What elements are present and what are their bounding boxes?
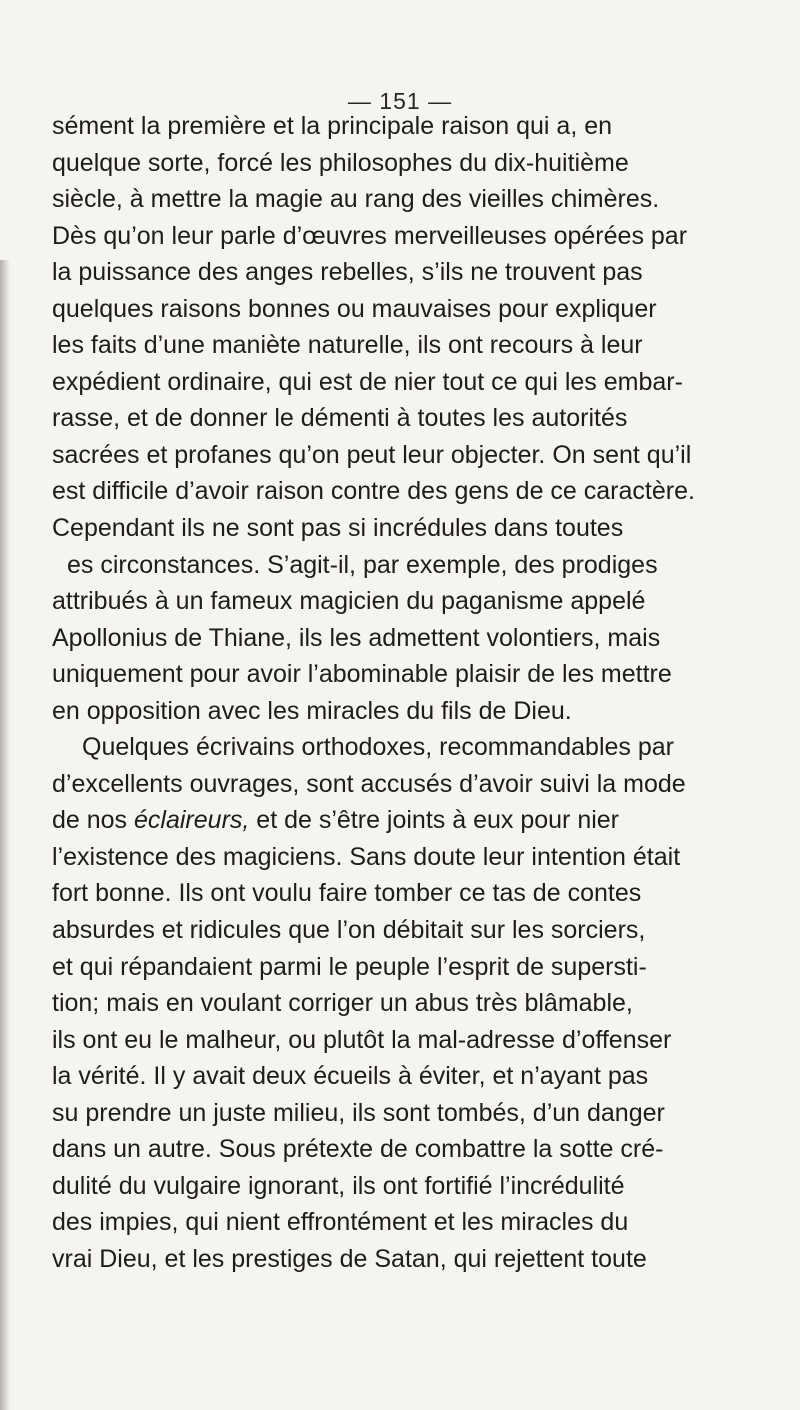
text-line: les faits d’une maniète naturelle, ils ont recours à leur [52,331,643,360]
text-line: des impies, qui nient effrontément et les miracles du [52,1208,629,1237]
text-line: Apollonius de Thiane, ils les admettent volontiers, mais [52,623,661,652]
text-line: dans un autre. Sous prétexte de combattre la sotte cré- [52,1135,664,1164]
text-line: la vérité. Il y avait deux écueils à éviter, et n’ayant pas [52,1062,649,1091]
text-line: es circonstances. S’agit-il, par exemple, des prodiges [67,550,658,579]
text-line: tion; mais en voulant corriger un abus très blâmable, [52,989,633,1018]
text-line: Quelques écrivains orthodoxes, recommandables par [82,733,674,762]
text-line: vrai Dieu, et les prestiges de Satan, qui rejettent toute [52,1244,647,1273]
text-line: su prendre un juste milieu, ils sont tombés, d’un danger [52,1098,665,1127]
text-line: Cependant ils ne sont pas si incrédules dans toutes [52,514,624,543]
text-line: ils ont eu le malheur, ou plutôt la mal-adresse d’offenser [52,1025,672,1054]
text-line: l’existence des magiciens. Sans doute leur intention était [52,842,681,871]
text-line: siècle, à mettre la magie au rang des vieilles chimères. [52,185,660,214]
text-line: et qui répandaient parmi le peuple l’esprit de supersti- [52,952,647,981]
text-line: absurdes et ridicules que l’on débitait sur les sorciers, [52,916,646,945]
text-line: attribués à un fameux magicien du paganisme appelé [52,587,646,616]
text-line: en opposition avec les miracles du fils de Dieu. [52,696,572,725]
text-line: dulité du vulgaire ignorant, ils ont fortifié l’incrédulité [52,1171,625,1200]
text-line: quelque sorte, forcé les philosophes du dix-huitième [52,148,629,177]
text-line: fort bonne. Ils ont voulu faire tomber ce tas de contes [52,879,642,908]
text-line: uniquement pour avoir l’abominable plaisir de les mettre [52,660,672,689]
text-line: sacrées et profanes qu’on peut leur objecter. On sent qu’il [52,440,692,469]
text-line: rasse, et de donner le démenti à toutes les autorités [52,404,628,433]
text-line: sément la première et la principale raison qui a, en [52,112,613,140]
page-number: — 151 — [347,88,453,114]
text-segment: et de s’être joints à eux pour nier [256,806,620,835]
text-line: expédient ordinaire, qui est de nier tout ce qui les embar- [52,367,683,396]
text-line: Dès qu’on leur parle d’œuvres merveilleuses opérées par [52,221,688,250]
text-line: d’excellents ouvrages, sont accusés d’avoir suivi la mode [52,769,686,798]
binding-shadow [0,260,10,1410]
body-text [52,108,792,1278]
text-line: est difficile d’avoir raison contre des gens de ce caractère. [52,477,695,506]
text-line: la puissance des anges rebelles, s’ils ne trouvent pas [52,258,643,287]
text-segment: de nos [52,806,128,835]
text-line: quelques raisons bonnes ou mauvaises pour expliquer [52,294,657,323]
text-line [52,802,792,839]
italic-term: éclaireurs, [134,806,250,835]
